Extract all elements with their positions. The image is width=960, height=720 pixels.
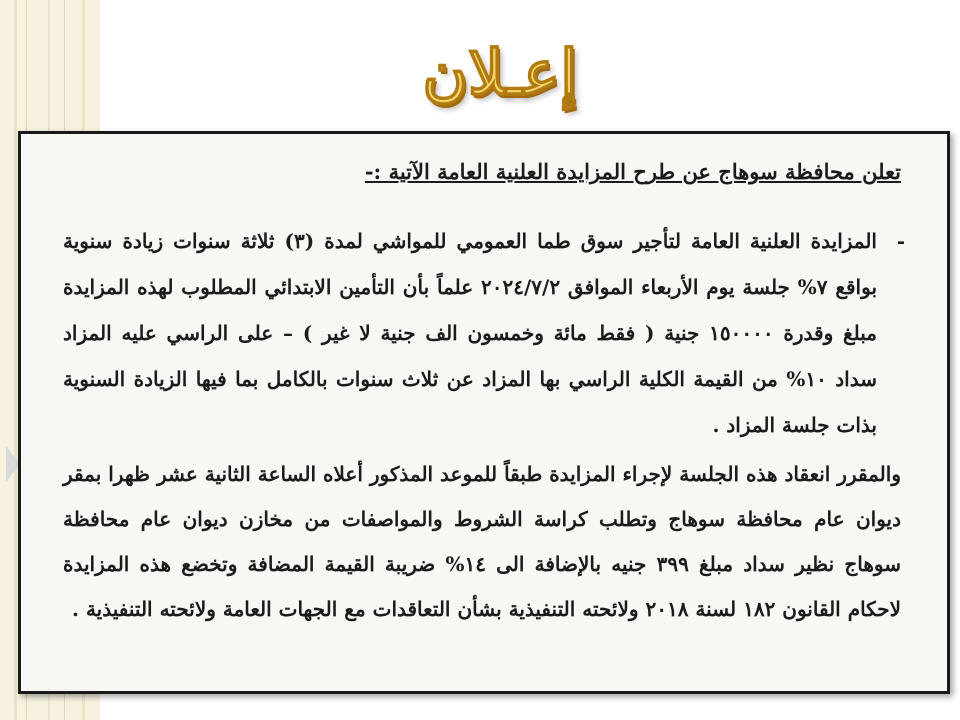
paragraph-1-text: المزايدة العلنية العامة لتأجير سوق طما العمومي للمواشي لمدة (٣) ثلاثة سنوات زيادة سنوية بواقع ٧% جلسة يوم الأربعاء الموافق ٢٠٢٤/٧/٢ علماً بأن التأمين الابتدائي المطلوب لهذه المزايدة مبلغ وقدرة ١٥٠٠٠٠ جنية ( فقط مائة وخمسون الف جنية لا غير ) – على الراسي عليه المزاد سداد ١٠% من القيمة الكلية الراسي بها المزاد عن ثلاث سنوات بالكامل بما فيها الزيادة السنوية بذات جلسة المزاد . — [63, 229, 878, 437]
document-paragraph-1 — [63, 218, 905, 448]
document-paragraph-2: والمقرر انعقاد هذه الجلسة لإجراء المزايدة طبقاً للموعد المذكور أعلاه الساعة الثانية عشر ظهرا بمقر ديوان عام محافظة سوهاج وتطلب كراسة الشروط والمواصفات من مخازن ديوان عام محافظة سوهاج نظير سداد مبلغ ٣٩٩ جنيه بالإضافة الى ١٤% ضريبة القيمة المضافة وتخضع هذه المزايدة لاحكام القانون ١٨٢ لسنة ٢٠١٨ ولائحته التنفيذية بشأن التعاقدات مع الجهات العامة ولائحته التنفيذية . — [63, 462, 901, 621]
announcement-title: إعـلان — [422, 36, 578, 109]
document-heading: تعلن محافظة سوهاج عن طرح المزايدة العلنية العامة الآتية :- — [364, 159, 901, 184]
band-stripe — [14, 0, 17, 720]
scanned-document-frame — [18, 131, 950, 694]
scanned-document — [21, 134, 947, 691]
bullet-dash: - — [896, 229, 905, 253]
